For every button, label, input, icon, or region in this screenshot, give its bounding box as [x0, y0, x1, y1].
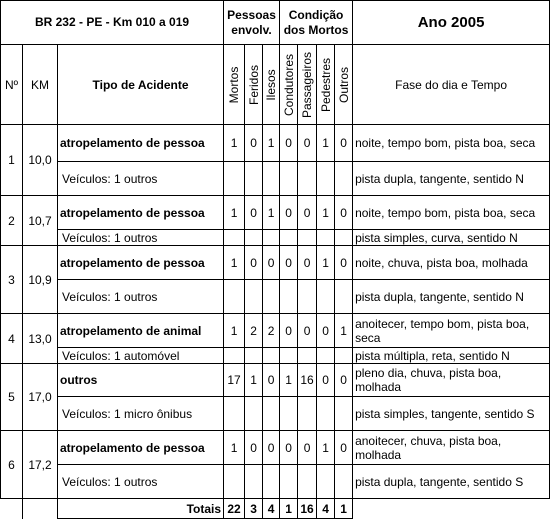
row-no: 1 — [1, 125, 23, 196]
row-no: 5 — [1, 364, 23, 431]
condicao-group-header: Condição dos Mortos — [280, 1, 353, 45]
row-ilesos: 2 — [263, 314, 280, 348]
col-header-mortos: Mortos — [224, 45, 245, 125]
col-header-feridos: Feridos — [245, 45, 263, 125]
table-body — [1, 1, 550, 519]
year-header: Ano 2005 — [353, 1, 550, 45]
road-title: BR 232 - PE - Km 010 a 019 — [1, 1, 224, 45]
row-tipo: atropelamento de animal — [58, 314, 224, 348]
row-no: 4 — [1, 314, 23, 364]
total-passageiros: 16 — [298, 499, 317, 519]
table-row-detail — [1, 348, 550, 364]
row-no: 6 — [1, 431, 23, 499]
col-header-pedestres: Pedestres — [317, 45, 335, 125]
total-feridos: 3 — [245, 499, 263, 519]
row-outros: 0 — [335, 125, 353, 162]
row-outros: 0 — [335, 196, 353, 230]
row-no: 3 — [1, 246, 23, 314]
row-pedestres: 1 — [317, 246, 335, 280]
row-fase: pleno dia, chuva, pista boa, molhada — [353, 364, 550, 397]
row-via: pista dupla, tangente, sentido N — [353, 162, 550, 196]
row-km: 10,9 — [23, 246, 58, 314]
row-veiculos: Veículos: 1 outros — [58, 280, 224, 314]
row-no: 2 — [1, 196, 23, 246]
row-feridos: 2 — [245, 314, 263, 348]
row-passageiros: 0 — [298, 314, 317, 348]
row-veiculos: Veículos: 1 outros — [58, 230, 224, 246]
table-row — [1, 431, 550, 465]
total-pedestres: 4 — [317, 499, 335, 519]
row-mortos: 1 — [224, 196, 245, 230]
row-pedestres: 1 — [317, 125, 335, 162]
row-veiculos: Veículos: 1 outros — [58, 465, 224, 499]
row-condutores: 0 — [280, 246, 298, 280]
row-via: pista dupla, tangente, sentido N — [353, 280, 550, 314]
row-via: pista múltipla, reta, sentido N — [353, 348, 550, 364]
col-header-outros: Outros — [335, 45, 353, 125]
row-ilesos: 1 — [263, 125, 280, 162]
row-mortos: 1 — [224, 246, 245, 280]
table-row-detail — [1, 397, 550, 431]
row-via: pista simples, curva, sentido N — [353, 230, 550, 246]
table-row — [1, 364, 550, 397]
col-header-fase: Fase do dia e Tempo — [353, 45, 550, 125]
row-mortos: 1 — [224, 125, 245, 162]
col-header-no: Nº — [1, 45, 23, 125]
row-passageiros: 0 — [298, 196, 317, 230]
table-row-detail — [1, 162, 550, 196]
total-outros: 1 — [335, 499, 353, 519]
row-ilesos: 1 — [263, 196, 280, 230]
row-tipo: atropelamento de pessoa — [58, 431, 224, 465]
row-tipo: atropelamento de pessoa — [58, 125, 224, 162]
row-passageiros: 0 — [298, 431, 317, 465]
table-row — [1, 246, 550, 280]
total-condutores: 1 — [280, 499, 298, 519]
table-row-detail — [1, 280, 550, 314]
row-feridos: 1 — [245, 364, 263, 397]
row-outros: 0 — [335, 431, 353, 465]
col-header-km: KM — [23, 45, 58, 125]
col-header-condutores: Condutores — [280, 45, 298, 125]
table-row — [1, 314, 550, 348]
row-condutores: 0 — [280, 431, 298, 465]
group-header-row — [1, 1, 550, 45]
row-km: 10,7 — [23, 196, 58, 246]
row-fase: noite, chuva, pista boa, molhada — [353, 246, 550, 280]
row-feridos: 0 — [245, 196, 263, 230]
row-ilesos: 0 — [263, 246, 280, 280]
row-condutores: 0 — [280, 196, 298, 230]
row-condutores: 0 — [280, 125, 298, 162]
row-km: 17,2 — [23, 431, 58, 499]
row-tipo: outros — [58, 364, 224, 397]
column-header-row — [1, 45, 550, 125]
total-ilesos: 4 — [263, 499, 280, 519]
totals-row — [1, 499, 550, 519]
row-feridos: 0 — [245, 431, 263, 465]
row-fase: anoitecer, tempo bom, pista boa, seca — [353, 314, 550, 348]
row-outros: 1 — [335, 314, 353, 348]
row-condutores: 1 — [280, 364, 298, 397]
table-row-detail — [1, 230, 550, 246]
row-pedestres: 0 — [317, 314, 335, 348]
row-tipo: atropelamento de pessoa — [58, 196, 224, 230]
row-km: 10,0 — [23, 125, 58, 196]
row-fase: noite, tempo bom, pista boa, seca — [353, 196, 550, 230]
total-mortos: 22 — [224, 499, 245, 519]
row-pedestres: 1 — [317, 196, 335, 230]
row-feridos: 0 — [245, 125, 263, 162]
row-passageiros: 0 — [298, 246, 317, 280]
row-fase: noite, tempo bom, pista boa, seca — [353, 125, 550, 162]
row-veiculos: Veículos: 1 micro ônibus — [58, 397, 224, 431]
row-via: pista simples, tangente, sentido S — [353, 397, 550, 431]
row-km: 17,0 — [23, 364, 58, 431]
row-mortos: 1 — [224, 314, 245, 348]
row-pedestres: 1 — [317, 431, 335, 465]
row-km: 13,0 — [23, 314, 58, 364]
row-veiculos: Veículos: 1 outros — [58, 162, 224, 196]
col-header-ilesos: Ilesos — [263, 45, 280, 125]
col-header-tipo: Tipo de Acidente — [58, 45, 224, 125]
row-passageiros: 0 — [298, 125, 317, 162]
row-condutores: 0 — [280, 314, 298, 348]
table-row — [1, 196, 550, 230]
row-via: pista dupla, tangente, sentido S — [353, 465, 550, 499]
row-fase: anoitecer, chuva, pista boa, molhada — [353, 431, 550, 465]
col-header-passageiros: Passageiros — [298, 45, 317, 125]
row-mortos: 17 — [224, 364, 245, 397]
row-passageiros: 16 — [298, 364, 317, 397]
row-veiculos: Veículos: 1 automóvel — [58, 348, 224, 364]
table-row-detail — [1, 465, 550, 499]
pessoas-group-header: Pessoas envolv. — [224, 1, 280, 45]
row-feridos: 0 — [245, 246, 263, 280]
row-tipo: atropelamento de pessoa — [58, 246, 224, 280]
row-pedestres: 0 — [317, 364, 335, 397]
row-mortos: 1 — [224, 431, 245, 465]
row-outros: 0 — [335, 364, 353, 397]
totals-label: Totais — [58, 499, 224, 519]
table-row — [1, 125, 550, 162]
row-outros: 0 — [335, 246, 353, 280]
row-ilesos: 0 — [263, 364, 280, 397]
row-ilesos: 0 — [263, 431, 280, 465]
